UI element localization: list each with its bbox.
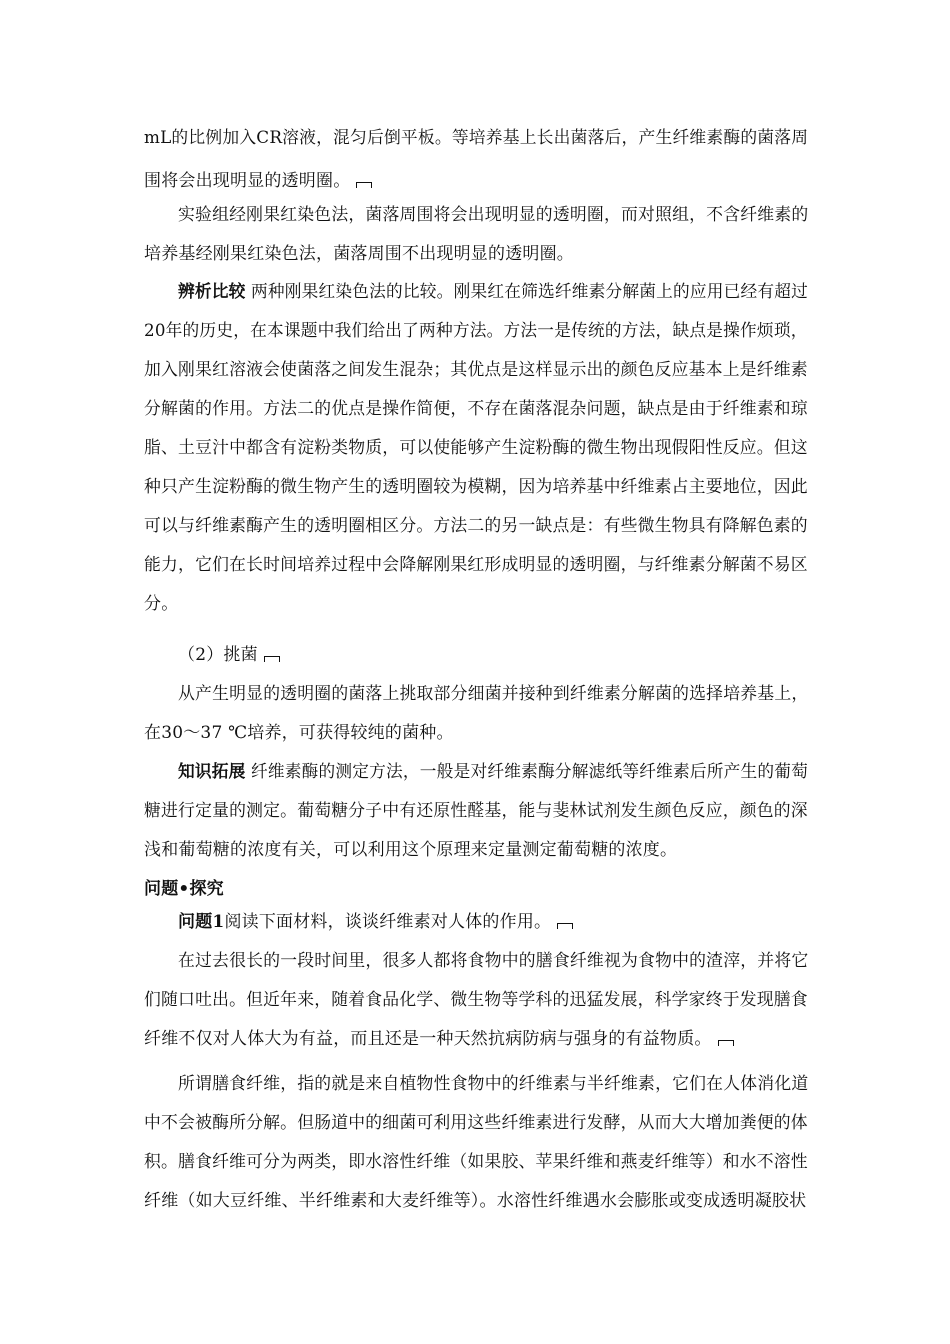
text-line: （2）挑菌 xyxy=(178,644,280,666)
text-line: 分解菌的作用。方法二的优点是操作简便，不存在菌落混杂问题，缺点是由于纤维素和琼 xyxy=(144,399,808,419)
text-line: 浅和葡萄糖的浓度有关，可以利用这个原理来定量测定葡萄糖的浓度。 xyxy=(144,840,678,860)
edit-mark-icon xyxy=(264,656,280,662)
text-line: 分。 xyxy=(144,594,179,614)
section-label: 辨析比较 xyxy=(178,282,246,302)
text-line: 加入刚果红溶液会使菌落之间发生混杂；其优点是这样显示出的颜色反应基本上是纤维素 xyxy=(144,360,808,380)
text-line: 培养基经刚果红染色法，菌落周围不出现明显的透明圈。 xyxy=(144,244,574,264)
text-line: 所谓膳食纤维，指的就是来自植物性食物中的纤维素与半纤维素，它们在人体消化道 xyxy=(178,1074,809,1094)
text-line: 20年的历史，在本课题中我们给出了两种方法。方法一是传统的方法，缺点是操作烦琐， xyxy=(144,321,808,341)
text-line: 纤维不仅对人体大为有益，而且还是一种天然抗病防病与强身的有益物质。 xyxy=(144,1028,734,1050)
edit-mark-icon xyxy=(356,182,372,188)
text-line: 纤维（如大豆纤维、半纤维素和大麦纤维等）。水溶性纤维遇水会膨胀或变成透明凝胶状 xyxy=(144,1191,807,1211)
text-line: 糖进行定量的测定。葡萄糖分子中有还原性醛基，能与斐林试剂发生颜色反应，颜色的深 xyxy=(144,801,808,821)
edit-mark-icon xyxy=(718,1040,734,1046)
edit-mark-icon xyxy=(557,923,573,929)
text-line: 知识拓展 纤维素酶的测定方法，一般是对纤维素酶分解滤纸等纤维素后所产生的葡萄 xyxy=(178,762,809,782)
text-line: 实验组经刚果红染色法，菌落周围将会出现明显的透明圈，而对照组，不含纤维素的 xyxy=(178,205,809,225)
section-heading: 问题•探究 xyxy=(144,879,224,899)
text-line: 可以与纤维素酶产生的透明圈相区分。方法二的另一缺点是：有些微生物具有降解色素的 xyxy=(144,516,808,536)
text-line: 能力，它们在长时间培养过程中会降解刚果红形成明显的透明圈，与纤维素分解菌不易区 xyxy=(144,555,808,575)
text-line: 围将会出现明显的透明圈。 xyxy=(144,170,372,192)
text-line: 从产生明显的透明圈的菌落上挑取部分细菌并接种到纤维素分解菌的选择培养基上， xyxy=(178,684,809,704)
text-line: 种只产生淀粉酶的微生物产生的透明圈较为模糊，因为培养基中纤维素占主要地位，因此 xyxy=(144,477,808,497)
text-line: 脂、土豆汁中都含有淀粉类物质，可以使能够产生淀粉酶的微生物出现假阳性反应。但这 xyxy=(144,438,808,458)
text-line: mL的比例加入CR溶液，混匀后倒平板。等培养基上长出菌落后，产生纤维素酶的菌落周 xyxy=(144,128,809,148)
text-line: 在30～37 ℃培养，可获得较纯的菌种。 xyxy=(144,723,454,743)
section-label: 知识拓展 xyxy=(178,762,246,782)
text-line: 问题1阅读下面材料，谈谈纤维素对人体的作用。 xyxy=(178,911,573,933)
question-label: 问题1 xyxy=(178,912,225,932)
text-line: 中不会被酶所分解。但肠道中的细菌可利用这些纤维素进行发酵，从而大大增加粪便的体 xyxy=(144,1113,808,1133)
text-line: 们随口吐出。但近年来，随着食品化学、微生物等学科的迅猛发展，科学家终于发现膳食 xyxy=(144,990,808,1010)
text-line: 积。膳食纤维可分为两类，即水溶性纤维（如果胶、苹果纤维和燕麦纤维等）和水不溶性 xyxy=(144,1152,808,1172)
text-line: 辨析比较 两种刚果红染色法的比较。刚果红在筛选纤维素分解菌上的应用已经有超过 xyxy=(178,282,809,302)
text-line: 在过去很长的一段时间里，很多人都将食物中的膳食纤维视为食物中的渣滓，并将它 xyxy=(178,951,809,971)
